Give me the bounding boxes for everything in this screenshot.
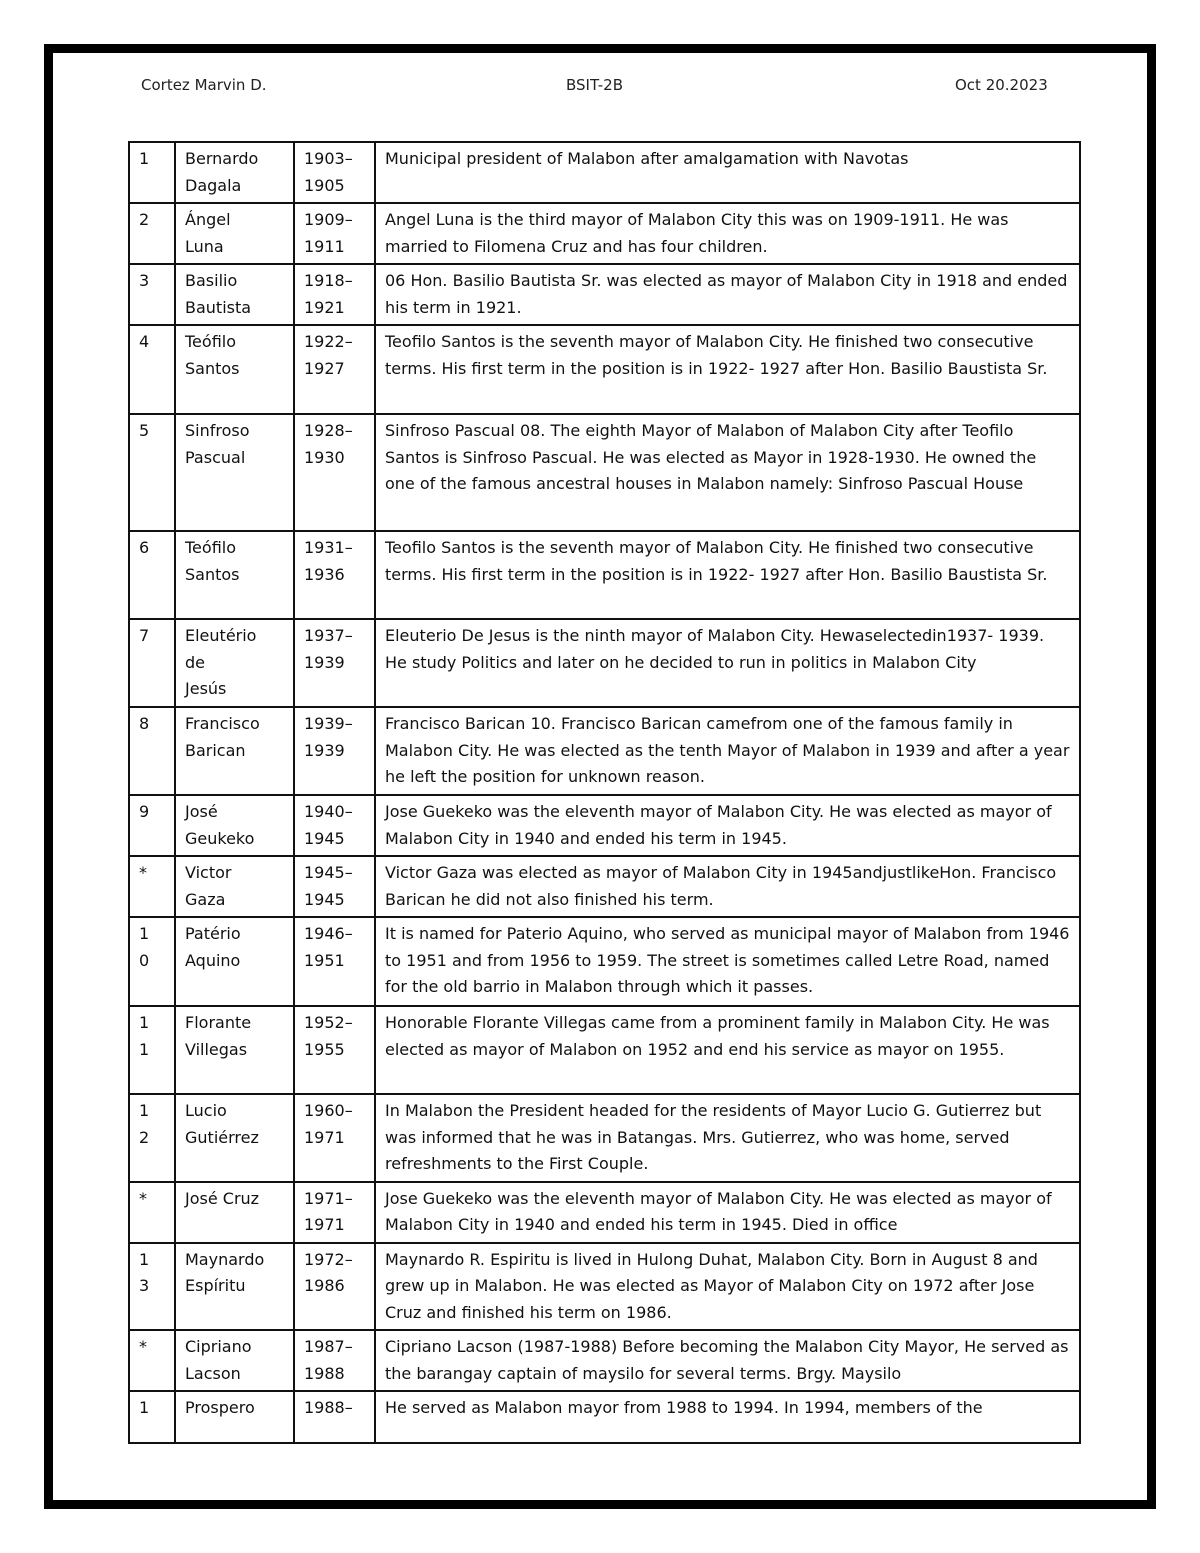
term-years — [294, 1243, 375, 1331]
term-years — [294, 917, 375, 1006]
row-number-line: 7 — [139, 626, 150, 645]
mayor-name-line: Barican — [185, 740, 246, 760]
row-number-line: 3 — [139, 1276, 150, 1295]
mayor-description: In Malabon the President headed for the residents of Mayor Lucio G. Gutierrez but was informed that he was in Batangas. Mrs. Gutierrez, who was home, served refreshments to the First Couple. — [375, 1094, 1080, 1182]
term-years-line: 1987– — [304, 1337, 353, 1356]
term-years — [294, 1094, 375, 1182]
table-row — [129, 325, 1080, 414]
term-years — [294, 264, 375, 325]
term-years-line: 1918– — [304, 271, 353, 290]
row-number — [129, 795, 175, 856]
term-years-line: 1939– — [304, 714, 353, 733]
mayor-name-line: Dagala — [185, 175, 242, 195]
mayor-name-line: Sinfroso — [185, 421, 250, 440]
document-date: Oct 20.2023 — [955, 76, 1048, 94]
mayor-name — [175, 1391, 294, 1443]
mayor-description: Cipriano Lacson (1987-1988) Before becoming the Malabon City Mayor, He served as the barangay captain of maysilo for several terms. Brgy. Maysilo — [375, 1330, 1080, 1391]
term-years — [294, 707, 375, 795]
term-years-line: 1955 — [304, 1039, 345, 1059]
mayors-table-body — [129, 142, 1080, 1443]
term-years — [294, 142, 375, 203]
mayor-description: It is named for Paterio Aquino, who served as municipal mayor of Malabon from 1946 to 1951 and from 1956 to 1959. The street is sometimes called Letre Road, named for the old barrio in Malabon through which it passes. — [375, 917, 1080, 1006]
term-years-line: 1939 — [304, 740, 345, 760]
mayor-name — [175, 707, 294, 795]
row-number — [129, 619, 175, 707]
table-row — [129, 1094, 1080, 1182]
term-years-line: 1960– — [304, 1101, 353, 1120]
table-row — [129, 1182, 1080, 1243]
mayor-name-line: de — [185, 652, 205, 672]
row-number-line: 1 — [139, 924, 150, 943]
row-number-line: 6 — [139, 538, 150, 557]
mayor-name-line: José — [185, 802, 218, 821]
row-number-line: 1 — [139, 1398, 150, 1417]
table-row — [129, 707, 1080, 795]
mayor-name — [175, 1094, 294, 1182]
term-years-line: 1905 — [304, 175, 345, 195]
mayor-name-line: Ángel — [185, 210, 231, 229]
term-years — [294, 856, 375, 917]
term-years-line: 1951 — [304, 950, 345, 970]
term-years — [294, 325, 375, 414]
table-row — [129, 856, 1080, 917]
mayor-description: Teofilo Santos is the seventh mayor of Malabon City. He finished two consecutive terms. His first term in the position is in 1922- 1927 after Hon. Basilio Baustista Sr. — [375, 531, 1080, 619]
mayors-table — [128, 141, 1081, 1444]
mayor-name-line: Jesús — [185, 679, 227, 698]
row-number — [129, 917, 175, 1006]
mayor-name — [175, 325, 294, 414]
row-number — [129, 203, 175, 264]
term-years-line: 1988 — [304, 1363, 345, 1383]
row-number-line: * — [139, 1188, 147, 1208]
mayor-name — [175, 414, 294, 531]
term-years — [294, 203, 375, 264]
term-years-line: 1927 — [304, 358, 345, 378]
term-years-line: 1928– — [304, 421, 353, 440]
term-years-line: 1945 — [304, 889, 345, 909]
mayor-name-line: Espíritu — [185, 1276, 246, 1295]
mayor-name-line: Eleutério — [185, 626, 257, 645]
class-section: BSIT-2B — [566, 76, 624, 94]
term-years-line: 1952– — [304, 1013, 353, 1032]
term-years-line: 1972– — [304, 1249, 353, 1269]
term-years-line: 1940– — [304, 802, 353, 821]
table-row — [129, 619, 1080, 707]
row-number-line: 1 — [139, 1039, 150, 1059]
mayor-name-line: Patério — [185, 924, 241, 943]
term-years-line: 1921 — [304, 297, 345, 317]
mayor-name-line: José Cruz — [185, 1188, 260, 1208]
row-number — [129, 142, 175, 203]
mayor-name — [175, 619, 294, 707]
row-number-line: 3 — [139, 271, 150, 290]
mayor-name-line: Cipriano — [185, 1337, 252, 1356]
row-number-line: 2 — [139, 1127, 150, 1147]
row-number-line: 0 — [139, 950, 150, 970]
row-number-line: * — [139, 1337, 147, 1356]
mayor-name — [175, 795, 294, 856]
term-years — [294, 1182, 375, 1243]
table-row — [129, 795, 1080, 856]
mayor-name-line: Lacson — [185, 1363, 241, 1383]
row-number-line: * — [139, 863, 147, 882]
row-number-line: 8 — [139, 714, 150, 733]
mayor-name — [175, 856, 294, 917]
mayor-name-line: Santos — [185, 564, 240, 584]
mayor-name-line: Teófilo — [185, 538, 236, 557]
mayor-name — [175, 203, 294, 264]
term-years — [294, 1330, 375, 1391]
mayor-name-line: Maynardo — [185, 1249, 265, 1269]
term-years — [294, 414, 375, 531]
table-row — [129, 917, 1080, 1006]
row-number-line: 5 — [139, 421, 150, 440]
mayor-name — [175, 1243, 294, 1331]
term-years-line: 1931– — [304, 538, 353, 557]
term-years-line: 1903– — [304, 149, 353, 168]
mayor-name-line: Bernardo — [185, 149, 259, 168]
term-years-line: 1937– — [304, 626, 353, 645]
mayor-description: Jose Guekeko was the eleventh mayor of Malabon City. He was elected as mayor of Malabon City in 1940 and ended his term in 1945. — [375, 795, 1080, 856]
mayor-name-line: Gaza — [185, 889, 226, 909]
mayor-description: Francisco Barican 10. Francisco Barican camefrom one of the famous family in Malabon City. He was elected as the tenth Mayor of Malabon in 1939 and after a year he left the position for unknown reason. — [375, 707, 1080, 795]
term-years-line: 1971 — [304, 1215, 345, 1234]
mayor-description: Jose Guekeko was the eleventh mayor of Malabon City. He was elected as mayor of Malabon City in 1940 and ended his term in 1945. Died in office — [375, 1182, 1080, 1243]
term-years-line: 1909– — [304, 210, 353, 229]
row-number — [129, 414, 175, 531]
term-years-line: 1945– — [304, 863, 353, 882]
mayor-description: Maynardo R. Espiritu is lived in Hulong Duhat, Malabon City. Born in August 8 and grew up in Malabon. He was elected as Mayor of Malabon City on 1972 after Jose Cruz and finished his term on 1986. — [375, 1243, 1080, 1331]
mayor-name-line: Pascual — [185, 447, 246, 467]
mayor-description: He served as Malabon mayor from 1988 to 1994. In 1994, members of the — [375, 1391, 1080, 1443]
mayor-name-line: Teófilo — [185, 332, 236, 351]
row-number-line: 1 — [139, 1101, 150, 1120]
term-years — [294, 795, 375, 856]
row-number-line: 1 — [139, 1249, 150, 1269]
table-row — [129, 531, 1080, 619]
mayor-name-line: Basilio — [185, 271, 238, 290]
term-years-line: 1911 — [304, 236, 345, 256]
mayor-description: Teofilo Santos is the seventh mayor of Malabon City. He finished two consecutive terms. His first term in the position is in 1922- 1927 after Hon. Basilio Baustista Sr. — [375, 325, 1080, 414]
mayor-name — [175, 1006, 294, 1094]
student-name: Cortez Marvin D. — [141, 76, 267, 94]
table-row — [129, 1243, 1080, 1331]
mayor-name-line: Prospero — [185, 1398, 255, 1417]
mayor-name-line: Villegas — [185, 1039, 248, 1059]
mayor-name-line: Victor — [185, 863, 232, 882]
row-number — [129, 1330, 175, 1391]
table-row — [129, 1391, 1080, 1443]
row-number-line: 2 — [139, 210, 150, 229]
row-number — [129, 1182, 175, 1243]
table-row — [129, 203, 1080, 264]
table-row — [129, 1330, 1080, 1391]
table-row — [129, 264, 1080, 325]
mayor-name — [175, 917, 294, 1006]
row-number — [129, 1243, 175, 1331]
mayor-name-line: Santos — [185, 358, 240, 378]
term-years-line: 1939 — [304, 652, 345, 672]
mayor-name-line: Luna — [185, 236, 224, 256]
term-years-line: 1988– — [304, 1398, 353, 1417]
mayor-description: Victor Gaza was elected as mayor of Malabon City in 1945andjustlikeHon. Francisco Barican he did not also finished his term. — [375, 856, 1080, 917]
mayor-name-line: Aquino — [185, 950, 241, 970]
mayor-description: Sinfroso Pascual 08. The eighth Mayor of Malabon of Malabon City after Teofilo Santos is Sinfroso Pascual. He was elected as Mayor in 1928-1930. He owned the one of the famous ancestral houses in Malabon namely: Sinfroso Pascual House — [375, 414, 1080, 531]
mayor-name-line: Bautista — [185, 297, 252, 317]
table-row — [129, 142, 1080, 203]
mayor-description: 06 Hon. Basilio Bautista Sr. was elected as mayor of Malabon City in 1918 and ended his term in 1921. — [375, 264, 1080, 325]
term-years — [294, 1006, 375, 1094]
row-number-line: 1 — [139, 149, 150, 168]
mayor-description: Angel Luna is the third mayor of Malabon City this was on 1909-1911. He was married to Filomena Cruz and has four children. — [375, 203, 1080, 264]
mayor-name — [175, 142, 294, 203]
mayor-name-line: Gutiérrez — [185, 1127, 259, 1147]
row-number — [129, 1006, 175, 1094]
mayor-name-line: Francisco — [185, 714, 260, 733]
mayor-name — [175, 531, 294, 619]
term-years-line: 1971– — [304, 1188, 353, 1208]
page-header — [0, 76, 1200, 98]
row-number — [129, 264, 175, 325]
term-years-line: 1922– — [304, 332, 353, 351]
row-number-line: 1 — [139, 1013, 150, 1032]
term-years-line: 1945 — [304, 828, 345, 848]
mayor-name — [175, 1182, 294, 1243]
row-number-line: 4 — [139, 332, 150, 351]
mayor-description: Eleuterio De Jesus is the ninth mayor of Malabon City. Hewaselectedin1937- 1939. He study Politics and later on he decided to run in politics in Malabon City — [375, 619, 1080, 707]
mayor-name — [175, 264, 294, 325]
mayor-name-line: Geukeko — [185, 828, 255, 848]
term-years — [294, 531, 375, 619]
row-number — [129, 531, 175, 619]
term-years — [294, 1391, 375, 1443]
row-number-line: 9 — [139, 802, 150, 821]
mayor-name — [175, 1330, 294, 1391]
term-years-line: 1986 — [304, 1276, 345, 1295]
row-number — [129, 707, 175, 795]
row-number — [129, 856, 175, 917]
mayor-description: Municipal president of Malabon after amalgamation with Navotas — [375, 142, 1080, 203]
row-number — [129, 1094, 175, 1182]
term-years-line: 1936 — [304, 564, 345, 584]
table-row — [129, 414, 1080, 531]
term-years — [294, 619, 375, 707]
term-years-line: 1930 — [304, 447, 345, 467]
term-years-line: 1946– — [304, 924, 353, 943]
row-number — [129, 1391, 175, 1443]
table-row — [129, 1006, 1080, 1094]
mayor-name-line: Lucio — [185, 1101, 227, 1120]
row-number — [129, 325, 175, 414]
term-years-line: 1971 — [304, 1127, 345, 1147]
mayor-description: Honorable Florante Villegas came from a prominent family in Malabon City. He was elected as mayor of Malabon on 1952 and end his service as mayor on 1955. — [375, 1006, 1080, 1094]
mayor-name-line: Florante — [185, 1013, 252, 1032]
